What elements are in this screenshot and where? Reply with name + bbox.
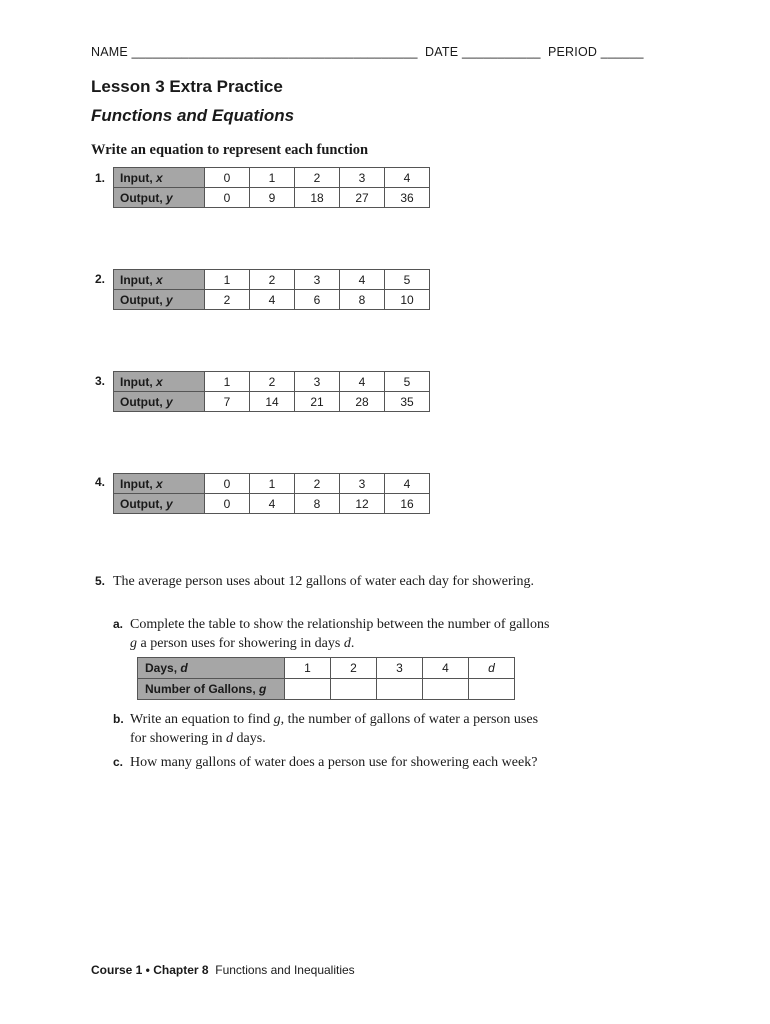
input-cell: 0 xyxy=(205,168,250,188)
gallons-row xyxy=(138,679,515,700)
function-table-2 xyxy=(113,269,430,310)
gallons-header: Number of Gallons, g xyxy=(138,679,285,700)
name-blank[interactable]: ________________________________________ xyxy=(131,45,418,59)
output-header: Output, y xyxy=(114,494,205,514)
output-cell: 10 xyxy=(385,290,430,310)
page-footer xyxy=(91,963,355,977)
output-row xyxy=(114,188,430,208)
gallons-answer-cell[interactable] xyxy=(377,679,423,700)
output-cell: 21 xyxy=(295,392,340,412)
input-row xyxy=(114,168,430,188)
output-cell: 9 xyxy=(250,188,295,208)
output-cell: 36 xyxy=(385,188,430,208)
instructions: Write an equation to represent each function xyxy=(91,142,369,158)
period-label: PERIOD xyxy=(547,45,598,59)
days-cell: 2 xyxy=(331,658,377,679)
days-cell: 1 xyxy=(285,658,331,679)
date-label: DATE xyxy=(425,45,459,59)
input-cell: 5 xyxy=(385,270,430,290)
footer-course: Course 1 • Chapter 8 xyxy=(91,963,209,977)
days-cell-d: d xyxy=(469,658,515,679)
student-info-header xyxy=(91,45,644,59)
output-cell: 7 xyxy=(205,392,250,412)
output-cell: 12 xyxy=(340,494,385,514)
input-cell: 4 xyxy=(385,168,430,188)
problem-3-number: 3. xyxy=(95,374,106,388)
problem-5-text: The average person uses about 12 gallons of water each day for showering. xyxy=(113,574,535,589)
gallons-answer-cell[interactable] xyxy=(469,679,515,700)
function-table-4 xyxy=(113,473,430,514)
part-a-letter: a. xyxy=(113,617,124,631)
input-cell: 0 xyxy=(205,474,250,494)
input-cell: 2 xyxy=(250,270,295,290)
output-cell: 35 xyxy=(385,392,430,412)
lesson-title: Lesson 3 Extra Practice xyxy=(91,77,283,96)
output-cell: 8 xyxy=(295,494,340,514)
input-cell: 1 xyxy=(250,168,295,188)
input-cell: 3 xyxy=(340,474,385,494)
output-cell: 16 xyxy=(385,494,430,514)
output-header: Output, y xyxy=(114,290,205,310)
output-cell: 14 xyxy=(250,392,295,412)
part-a-text: Complete the table to show the relationship between the number of gallons g a person uses for showering in days d. xyxy=(130,617,550,651)
input-cell: 2 xyxy=(295,168,340,188)
output-header: Output, y xyxy=(114,188,205,208)
days-header: Days, d xyxy=(138,658,285,679)
lesson-subtitle: Functions and Equations xyxy=(91,106,295,125)
days-cell: 3 xyxy=(377,658,423,679)
part-b-text: Write an equation to find g, the number of gallons of water a person uses for showering in d days. xyxy=(130,712,539,746)
input-header: Input, x xyxy=(114,372,205,392)
output-cell: 8 xyxy=(340,290,385,310)
function-table-1 xyxy=(113,167,430,208)
problem-2-number: 2. xyxy=(95,272,106,286)
output-row xyxy=(114,494,430,514)
name-label: NAME xyxy=(91,45,128,59)
part-c-text: How many gallons of water does a person use for showering each week? xyxy=(130,755,538,770)
input-cell: 2 xyxy=(295,474,340,494)
input-cell: 4 xyxy=(340,270,385,290)
problem-4-number: 4. xyxy=(95,475,106,489)
input-row xyxy=(114,270,430,290)
period-blank[interactable]: ______ xyxy=(600,45,644,59)
gallons-answer-cell[interactable] xyxy=(331,679,377,700)
date-blank[interactable]: ___________ xyxy=(461,45,541,59)
input-cell: 3 xyxy=(295,270,340,290)
footer-topic: Functions and Inequalities xyxy=(215,963,355,977)
gallons-answer-cell[interactable] xyxy=(285,679,331,700)
input-cell: 4 xyxy=(385,474,430,494)
input-cell: 1 xyxy=(205,270,250,290)
input-cell: 5 xyxy=(385,372,430,392)
gallons-answer-cell[interactable] xyxy=(423,679,469,700)
input-cell: 3 xyxy=(295,372,340,392)
output-cell: 28 xyxy=(340,392,385,412)
output-header: Output, y xyxy=(114,392,205,412)
output-cell: 0 xyxy=(205,494,250,514)
days-row xyxy=(138,658,515,679)
input-header: Input, x xyxy=(114,270,205,290)
output-row xyxy=(114,290,430,310)
output-cell: 0 xyxy=(205,188,250,208)
input-row xyxy=(114,474,430,494)
input-cell: 1 xyxy=(250,474,295,494)
input-header: Input, x xyxy=(114,474,205,494)
output-cell: 27 xyxy=(340,188,385,208)
part-b-letter: b. xyxy=(113,712,124,726)
input-cell: 1 xyxy=(205,372,250,392)
part-c-letter: c. xyxy=(113,755,124,769)
input-header: Input, x xyxy=(114,168,205,188)
input-cell: 3 xyxy=(340,168,385,188)
problem-1-number: 1. xyxy=(95,171,106,185)
output-cell: 4 xyxy=(250,494,295,514)
problem-5-number: 5. xyxy=(95,574,106,588)
function-table-3 xyxy=(113,371,430,412)
input-cell: 2 xyxy=(250,372,295,392)
output-cell: 2 xyxy=(205,290,250,310)
gallons-table xyxy=(137,657,515,700)
output-row xyxy=(114,392,430,412)
input-cell: 4 xyxy=(340,372,385,392)
output-cell: 6 xyxy=(295,290,340,310)
input-row xyxy=(114,372,430,392)
output-cell: 18 xyxy=(295,188,340,208)
days-cell: 4 xyxy=(423,658,469,679)
output-cell: 4 xyxy=(250,290,295,310)
